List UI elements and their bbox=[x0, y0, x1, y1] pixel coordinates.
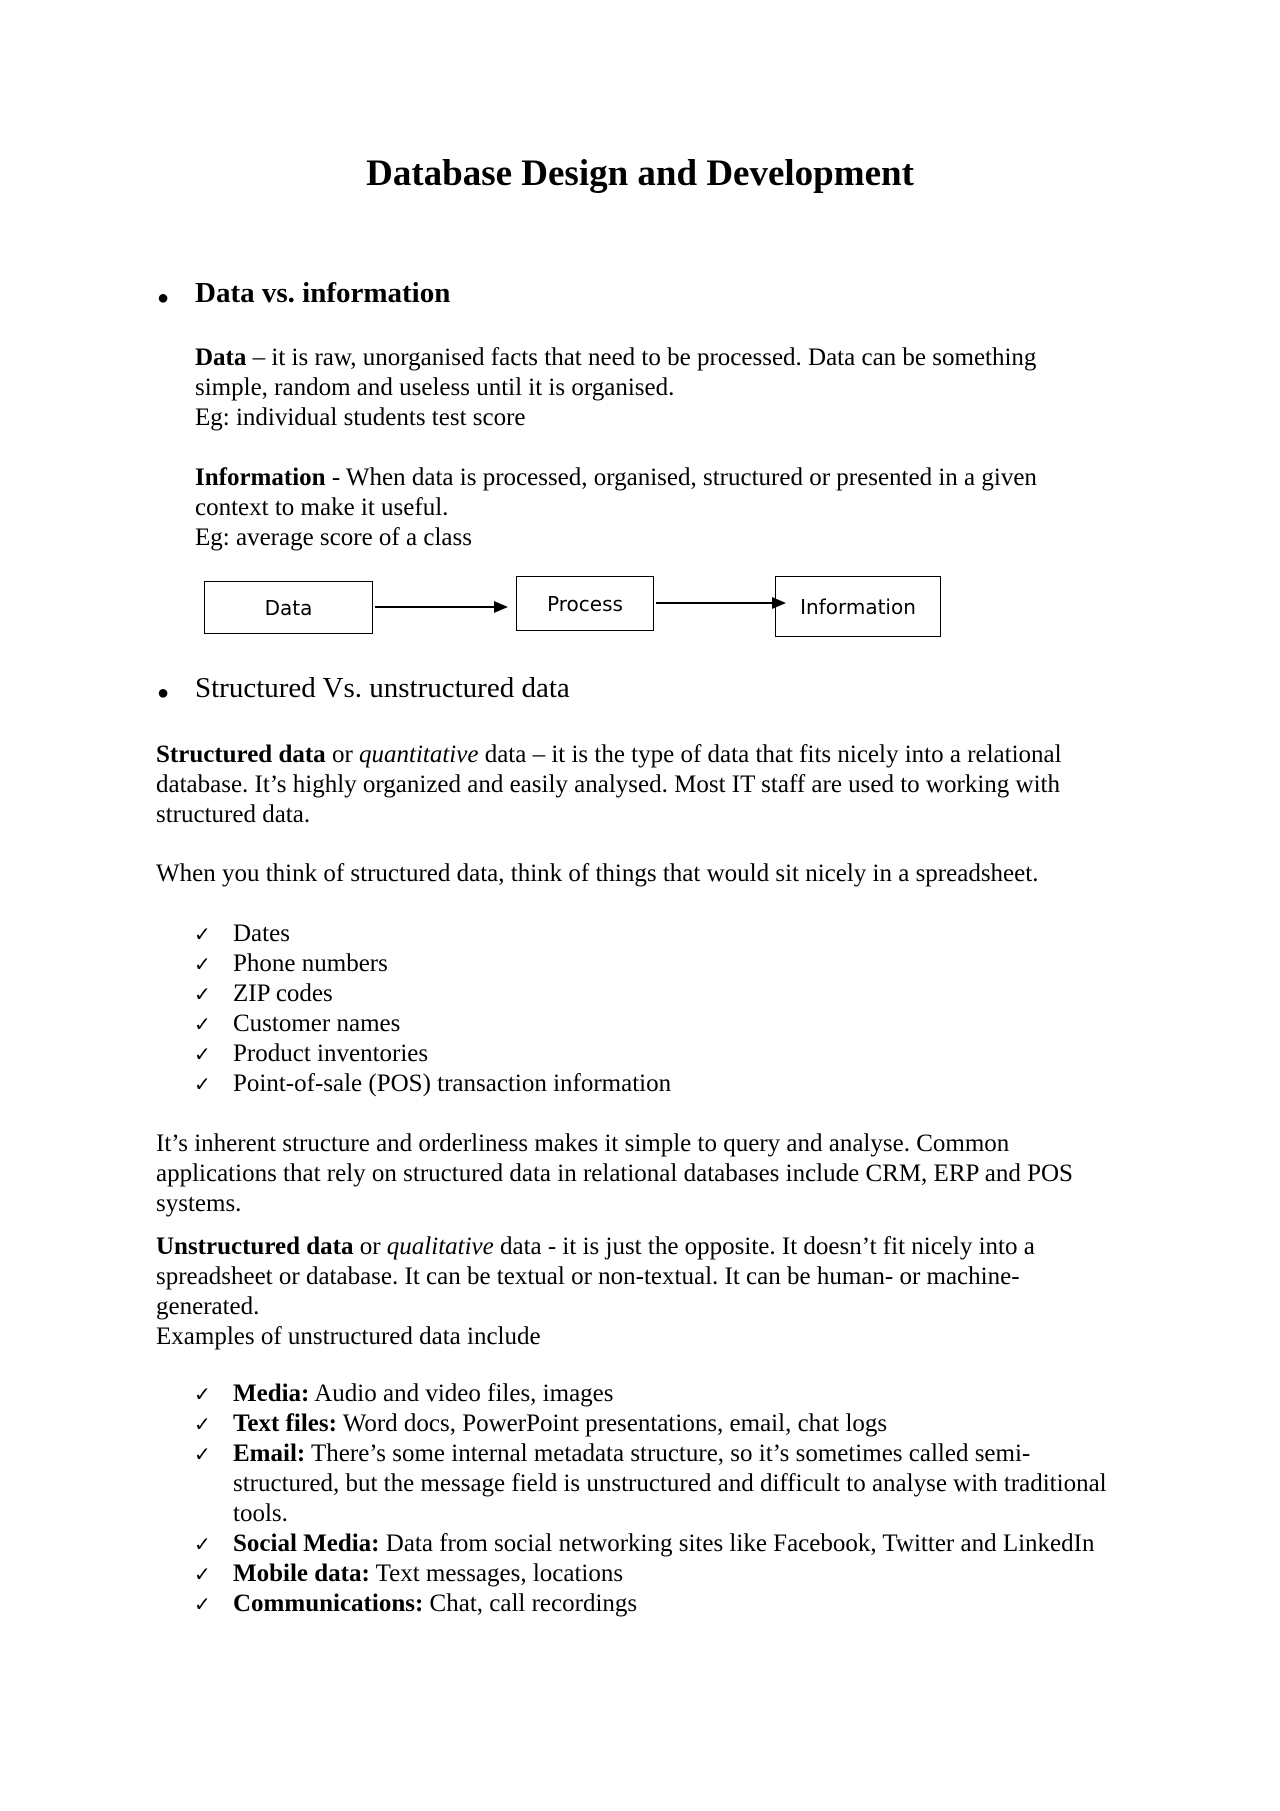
connector-text: or bbox=[325, 741, 360, 768]
bullet-dot: ● bbox=[157, 682, 170, 704]
list-item: ✓ Email: There’s some internal metadata structure, so it’s sometimes called semi-structured, but the message field is unstructured and difficult to analyse with traditional tools. bbox=[194, 1440, 1107, 1527]
information-definition bbox=[195, 463, 1095, 553]
check-icon: ✓ bbox=[194, 1562, 211, 1586]
diagram-arrow-1 bbox=[375, 606, 495, 608]
list-item: ✓ Point-of-sale (POS) transaction information bbox=[194, 1070, 672, 1097]
data-definition bbox=[195, 343, 1095, 433]
check-icon: ✓ bbox=[194, 952, 211, 976]
check-icon: ✓ bbox=[194, 1072, 211, 1096]
data-term: Data bbox=[195, 344, 247, 371]
unstructured-examples-list bbox=[194, 1379, 1154, 1619]
list-item: ✓ Media: Audio and video files, images bbox=[194, 1380, 614, 1407]
diagram-box-process: Process bbox=[516, 576, 654, 631]
list-item: ✓ Product inventories bbox=[194, 1040, 429, 1067]
connector-text: or bbox=[353, 1233, 387, 1260]
data-example: Eg: individual students test score bbox=[195, 404, 526, 431]
data-def-text: – it is raw, unorganised facts that need to be processed. Data can be something simple, random and useless until it is organised. bbox=[195, 344, 1037, 401]
check-icon: ✓ bbox=[194, 982, 211, 1006]
list-item: ✓ Phone numbers bbox=[194, 950, 388, 977]
structured-data-paragraph bbox=[156, 740, 1116, 830]
list-item: ✓ ZIP codes bbox=[194, 980, 333, 1007]
diagram-arrow-2 bbox=[656, 602, 774, 604]
check-icon: ✓ bbox=[194, 1042, 211, 1066]
arrowhead-icon bbox=[494, 601, 508, 613]
unstructured-italic: qualitative bbox=[386, 1233, 494, 1260]
structured-examples-list bbox=[194, 919, 671, 1099]
check-icon: ✓ bbox=[194, 1532, 211, 1556]
spreadsheet-line: When you think of structured data, think of things that would sit nicely in a spreadsheet. bbox=[156, 860, 1039, 887]
check-icon: ✓ bbox=[194, 1442, 211, 1466]
check-icon: ✓ bbox=[194, 922, 211, 946]
structured-italic: quantitative bbox=[359, 741, 479, 768]
list-item: ✓ Customer names bbox=[194, 1010, 401, 1037]
bullet-dot: ● bbox=[157, 287, 170, 309]
information-term: Information bbox=[195, 464, 326, 491]
information-def-text: - When data is processed, organised, structured or presented in a given context to make it useful. bbox=[195, 464, 1037, 521]
section-heading-data-vs-information: Data vs. information bbox=[195, 277, 451, 309]
list-item: ✓ Text files: Word docs, PowerPoint presentations, email, chat logs bbox=[194, 1410, 888, 1437]
unstructured-def-text: data - it is just the opposite. It doesn’t fit nicely into a spreadsheet or database. It can be textual or non-textual. It can be human- or machine-generated. bbox=[156, 1233, 1035, 1320]
section-heading-structured-vs-unstructured: Structured Vs. unstructured data bbox=[195, 672, 570, 704]
unstructured-term: Unstructured data bbox=[156, 1233, 354, 1260]
information-example: Eg: average score of a class bbox=[195, 524, 472, 551]
structured-term: Structured data bbox=[156, 741, 326, 768]
check-icon: ✓ bbox=[194, 1012, 211, 1036]
check-icon: ✓ bbox=[194, 1382, 211, 1406]
list-item: ✓ Mobile data: Text messages, locations bbox=[194, 1560, 624, 1587]
list-item: ✓ Dates bbox=[194, 920, 290, 947]
examples-intro: Examples of unstructured data include bbox=[156, 1323, 541, 1350]
unstructured-data-paragraph bbox=[156, 1232, 1116, 1352]
check-icon: ✓ bbox=[194, 1412, 211, 1436]
structured-def-text: data – it is the type of data that fits nicely into a relational database. It’s highly organized and easily analysed. Most IT staff are used to working with structured data. bbox=[156, 741, 1062, 828]
page-title: Database Design and Development bbox=[366, 153, 914, 194]
list-item: ✓ Communications: Chat, call recordings bbox=[194, 1590, 638, 1617]
list-item: ✓ Social Media: Data from social networking sites like Facebook, Twitter and LinkedIn bbox=[194, 1530, 1095, 1557]
check-icon: ✓ bbox=[194, 1592, 211, 1616]
diagram-box-information: Information bbox=[775, 576, 941, 637]
inherent-structure-paragraph: It’s inherent structure and orderliness makes it simple to query and analyse. Common applications that rely on structured data in relational databases include CRM, ERP and POS systems. bbox=[156, 1130, 1073, 1217]
diagram-box-data: Data bbox=[204, 581, 373, 634]
